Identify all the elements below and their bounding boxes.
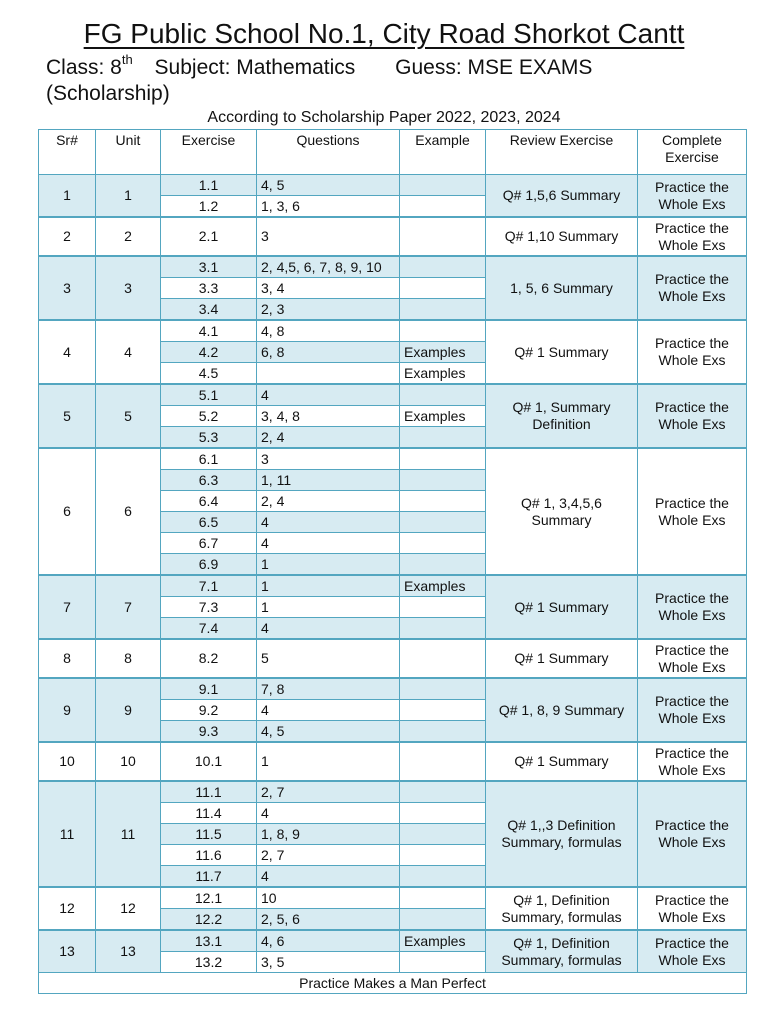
exercise-cell: 8.2 [161,639,257,678]
complete-cell: Practice the Whole Exs [638,217,747,256]
exercise-cell: 5.1 [161,384,257,406]
exercise-cell: 7.1 [161,575,257,597]
exercise-cell: 7.4 [161,618,257,640]
complete-cell: Practice the Whole Exs [638,887,747,930]
unit-group [39,639,747,678]
unit-cell: 2 [96,217,161,256]
page-title: FG Public School No.1, City Road Shorkot Cantt [83,18,685,49]
sr-cell: 4 [39,320,96,384]
sr-cell: 3 [39,256,96,320]
exercise-cell: 4.5 [161,363,257,385]
questions-cell: 1, 3, 6 [257,196,400,218]
exercise-cell: 10.1 [161,742,257,781]
exercise-cell: 7.3 [161,597,257,618]
subject-label: Subject: Mathematics [154,56,356,79]
col-header-unit: Unit [96,130,161,175]
exercise-cell: 11.6 [161,845,257,866]
class-subject-line [46,54,592,80]
exercise-cell: 2.1 [161,217,257,256]
questions-cell: 4, 6 [257,930,400,952]
example-cell [400,533,486,554]
complete-cell: Practice the Whole Exs [638,175,747,218]
complete-cell: Practice the Whole Exs [638,448,747,575]
table-row [39,887,747,909]
exercise-cell: 5.3 [161,427,257,449]
unit-group [39,256,747,320]
example-cell: Examples [400,342,486,363]
exercise-cell: 3.1 [161,256,257,278]
sr-cell: 5 [39,384,96,448]
example-cell [400,175,486,196]
table-row [39,742,747,781]
unit-cell: 6 [96,448,161,575]
questions-cell: 4, 5 [257,721,400,743]
exercise-cell: 9.3 [161,721,257,743]
sr-cell: 9 [39,678,96,742]
example-cell [400,491,486,512]
exercise-cell: 11.7 [161,866,257,888]
class-superscript: th [121,52,133,67]
questions-cell: 4, 8 [257,320,400,342]
footer-text: Practice Makes a Man Perfect [39,973,747,994]
table-row [39,639,747,678]
exercise-cell: 9.1 [161,678,257,700]
exercise-cell: 13.2 [161,952,257,973]
questions-cell: 7, 8 [257,678,400,700]
scholarship-label: (Scholarship) [46,82,170,105]
questions-cell: 6, 8 [257,342,400,363]
exercise-cell: 11.1 [161,781,257,803]
example-cell [400,866,486,888]
unit-group [39,217,747,256]
example-cell [400,909,486,931]
unit-cell: 1 [96,175,161,218]
example-cell [400,721,486,743]
unit-group [39,448,747,575]
complete-cell: Practice the Whole Exs [638,256,747,320]
unit-group [39,781,747,887]
table-row [39,678,747,700]
questions-cell: 4 [257,803,400,824]
exercise-cell: 6.9 [161,554,257,576]
questions-cell: 2, 5, 6 [257,909,400,931]
sr-cell: 6 [39,448,96,575]
complete-cell: Practice the Whole Exs [638,575,747,639]
col-header-complete: Complete Exercise [638,130,747,175]
example-cell [400,299,486,321]
example-cell [400,448,486,470]
table-row [39,448,747,470]
sr-cell: 7 [39,575,96,639]
example-cell: Examples [400,575,486,597]
exercise-cell: 9.2 [161,700,257,721]
unit-cell: 11 [96,781,161,887]
col-header-exercise: Exercise [161,130,257,175]
guess-label: Guess: MSE EXAMS [395,56,593,79]
questions-cell: 1, 8, 9 [257,824,400,845]
questions-cell: 4, 5 [257,175,400,196]
questions-cell: 4 [257,533,400,554]
example-cell: Examples [400,363,486,385]
col-header-review: Review Exercise [486,130,638,175]
exercise-cell: 6.1 [161,448,257,470]
unit-cell: 3 [96,256,161,320]
example-cell [400,196,486,218]
unit-group [39,887,747,930]
table-row [39,384,747,406]
footer-row [39,973,747,994]
exercise-cell: 12.2 [161,909,257,931]
review-cell: Q# 1 Summary [486,639,638,678]
sr-cell: 13 [39,930,96,973]
sr-cell: 1 [39,175,96,218]
questions-cell: 1, 11 [257,470,400,491]
example-cell [400,278,486,299]
questions-cell: 1 [257,742,400,781]
complete-cell: Practice the Whole Exs [638,678,747,742]
col-header-example: Example [400,130,486,175]
unit-group [39,320,747,384]
unit-group [39,575,747,639]
exercise-cell: 13.1 [161,930,257,952]
sr-cell: 10 [39,742,96,781]
exercise-cell: 12.1 [161,887,257,909]
review-cell: Q# 1,10 Summary [486,217,638,256]
unit-cell: 12 [96,887,161,930]
table-row [39,256,747,278]
complete-cell: Practice the Whole Exs [638,930,747,973]
example-cell [400,639,486,678]
sr-cell: 12 [39,887,96,930]
sr-cell: 2 [39,217,96,256]
example-cell [400,512,486,533]
questions-cell [257,363,400,385]
review-cell: Q# 1, Definition Summary, formulas [486,887,638,930]
complete-cell: Practice the Whole Exs [638,742,747,781]
example-cell [400,618,486,640]
example-cell [400,678,486,700]
questions-cell: 10 [257,887,400,909]
example-cell [400,887,486,909]
table-row [39,930,747,952]
questions-cell: 4 [257,866,400,888]
review-cell: 1, 5, 6 Summary [486,256,638,320]
review-cell: Q# 1, Definition Summary, formulas [486,930,638,973]
unit-group [39,930,747,973]
example-cell [400,845,486,866]
review-cell: Q# 1,,3 Definition Summary, formulas [486,781,638,887]
guess-table [38,129,747,994]
unit-cell: 5 [96,384,161,448]
exercise-cell: 5.2 [161,406,257,427]
questions-cell: 4 [257,618,400,640]
exercise-cell: 1.1 [161,175,257,196]
exercise-cell: 3.4 [161,299,257,321]
table-row [39,320,747,342]
example-cell [400,217,486,256]
questions-cell: 4 [257,384,400,406]
exercise-cell: 4.1 [161,320,257,342]
example-cell [400,597,486,618]
review-cell: Q# 1 Summary [486,575,638,639]
example-cell [400,384,486,406]
example-cell [400,256,486,278]
exercise-cell: 6.7 [161,533,257,554]
review-cell: Q# 1,5,6 Summary [486,175,638,218]
exercise-cell: 11.4 [161,803,257,824]
example-cell [400,427,486,449]
complete-cell: Practice the Whole Exs [638,781,747,887]
example-cell [400,554,486,576]
questions-cell: 3, 4 [257,278,400,299]
exercise-cell: 6.5 [161,512,257,533]
unit-group [39,175,747,218]
review-cell: Q# 1 Summary [486,742,638,781]
class-label: Class: 8 [46,56,122,79]
questions-cell: 4 [257,700,400,721]
example-cell [400,803,486,824]
complete-cell: Practice the Whole Exs [638,639,747,678]
example-cell [400,824,486,845]
review-cell: Q# 1, 3,4,5,6 Summary [486,448,638,575]
exercise-cell: 11.5 [161,824,257,845]
review-cell: Q# 1, Summary Definition [486,384,638,448]
exercise-cell: 6.4 [161,491,257,512]
review-cell: Q# 1, 8, 9 Summary [486,678,638,742]
questions-cell: 2, 7 [257,781,400,803]
questions-cell: 2, 7 [257,845,400,866]
example-cell [400,320,486,342]
sr-cell: 8 [39,639,96,678]
questions-cell: 5 [257,639,400,678]
unit-group [39,678,747,742]
questions-cell: 2, 4 [257,491,400,512]
exercise-cell: 1.2 [161,196,257,218]
table-row [39,781,747,803]
table-caption: According to Scholarship Paper 2022, 2023, 2024 [207,109,561,126]
example-cell [400,470,486,491]
sr-cell: 11 [39,781,96,887]
complete-cell: Practice the Whole Exs [638,384,747,448]
questions-cell: 4 [257,512,400,533]
table-row [39,575,747,597]
exercise-cell: 6.3 [161,470,257,491]
unit-cell: 13 [96,930,161,973]
unit-cell: 4 [96,320,161,384]
exercise-cell: 3.3 [161,278,257,299]
questions-cell: 1 [257,575,400,597]
example-cell [400,700,486,721]
unit-group [39,384,747,448]
col-header-sr: Sr# [39,130,96,175]
example-cell [400,781,486,803]
unit-cell: 7 [96,575,161,639]
example-cell: Examples [400,930,486,952]
example-cell: Examples [400,406,486,427]
table-header [39,130,747,175]
col-header-questions: Questions [257,130,400,175]
review-cell: Q# 1 Summary [486,320,638,384]
questions-cell: 1 [257,554,400,576]
unit-cell: 9 [96,678,161,742]
questions-cell: 2, 4,5, 6, 7, 8, 9, 10 [257,256,400,278]
header-row [39,130,747,175]
exercise-cell: 4.2 [161,342,257,363]
questions-cell: 3 [257,448,400,470]
questions-cell: 3, 4, 8 [257,406,400,427]
unit-group [39,742,747,781]
unit-cell: 8 [96,639,161,678]
questions-cell: 3 [257,217,400,256]
questions-cell: 2, 3 [257,299,400,321]
questions-cell: 2, 4 [257,427,400,449]
example-cell [400,952,486,973]
questions-cell: 3, 5 [257,952,400,973]
complete-cell: Practice the Whole Exs [638,320,747,384]
questions-cell: 1 [257,597,400,618]
unit-cell: 10 [96,742,161,781]
table-row [39,217,747,256]
example-cell [400,742,486,781]
table-row [39,175,747,196]
